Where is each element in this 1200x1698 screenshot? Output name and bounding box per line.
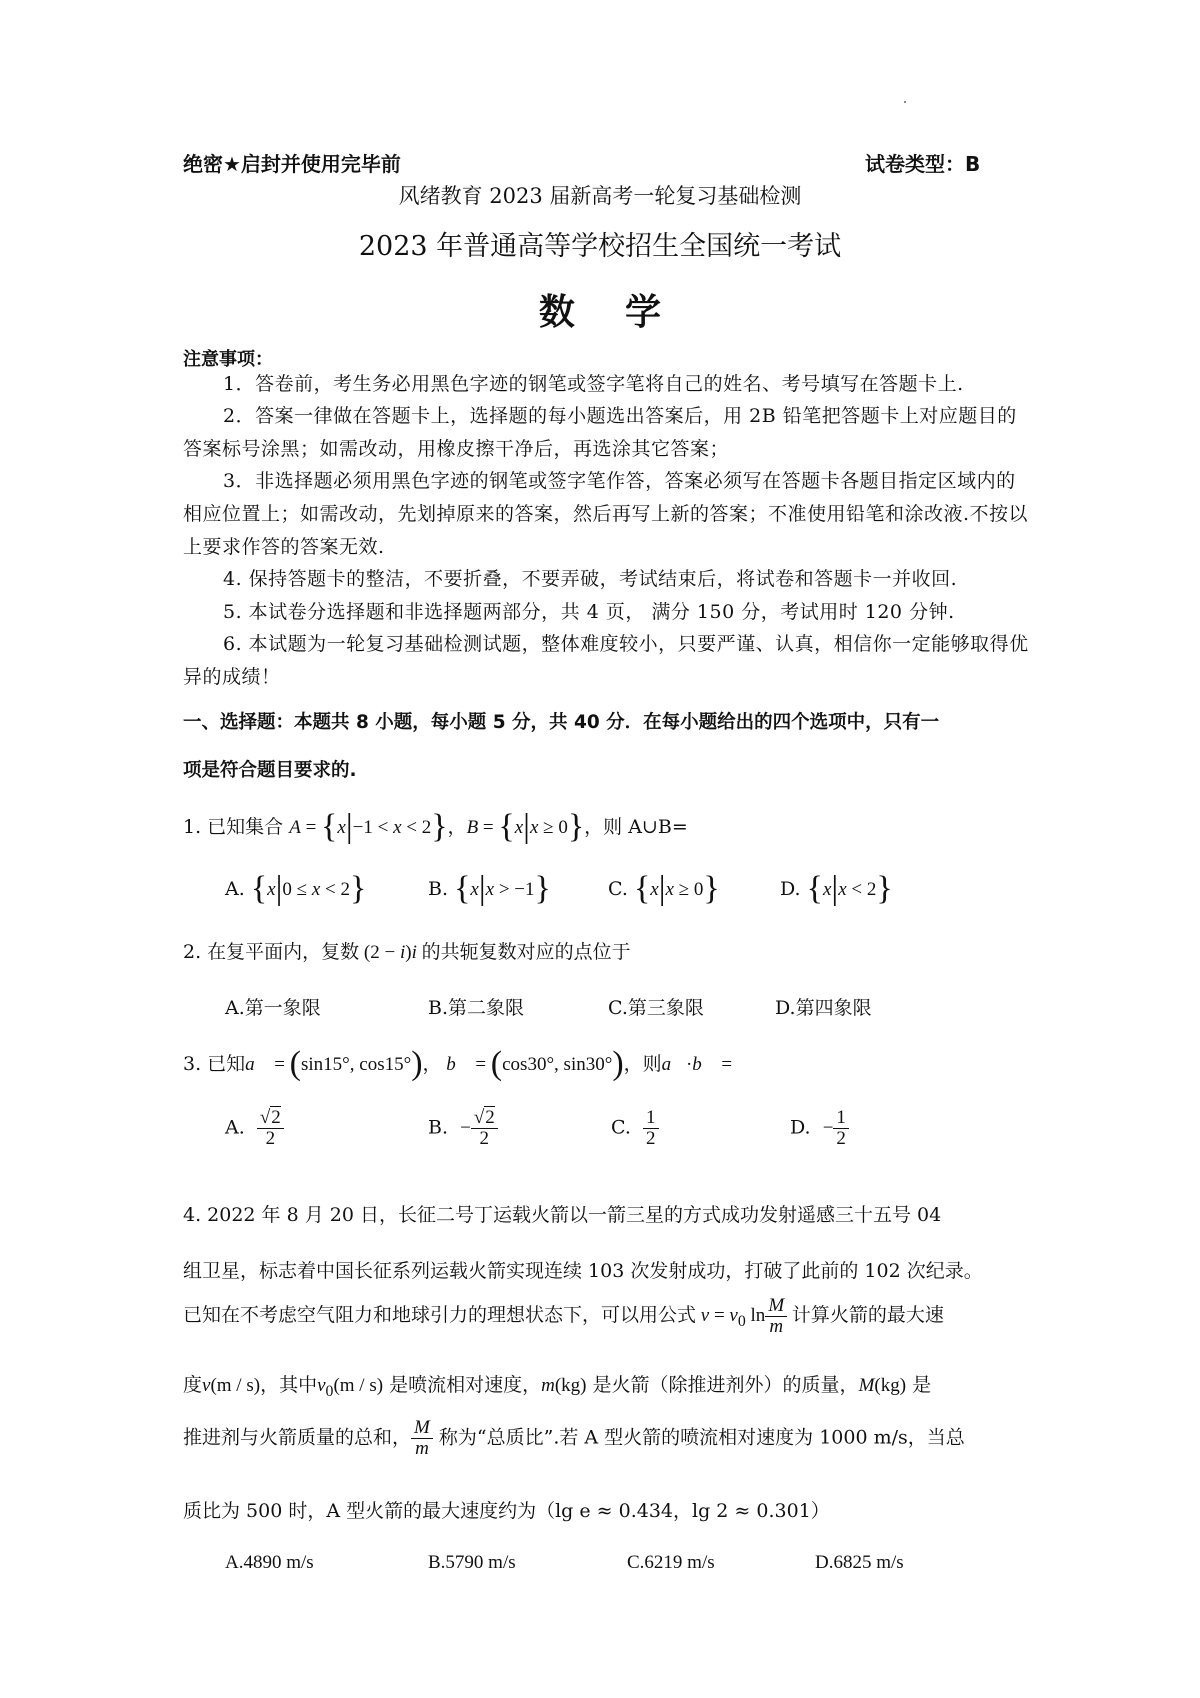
confidential-label: 绝密★启封并使用完毕前 <box>183 152 401 176</box>
q4-option-c: C.6219 m/s <box>627 1552 715 1573</box>
q4-line-6: 质比为 500 时，A 型火箭的最大速度约为（lg e ≈ 0.434，lg 2 ≈ 0.301） <box>183 1500 830 1522</box>
q2-option-c: C.第三象限 <box>608 997 704 1019</box>
q4-line-1: 4. 2022 年 8 月 20 日，长征二号丁运载火箭以一箭三星的方式成功发射遥感三十五号 04 <box>183 1204 942 1226</box>
q4-option-b: B.5790 m/s <box>428 1552 516 1573</box>
q3-vectors: a⃗ = (sin15°, cos15°)， b⃗ = (cos30°, sin30°) <box>245 1045 624 1082</box>
question-1 <box>183 808 688 846</box>
q4-option-d: D.6825 m/s <box>815 1552 904 1573</box>
q4-line-5: 推进剂与火箭质量的总和， $\frac{M}{m}$ 称为“总质比”.若 A 型火箭的喷流相对速度为 1000 m/s，当总 <box>183 1417 965 1459</box>
q1-option-d: D. {x|x < 2} <box>780 870 893 907</box>
q2-option-a: A.第一象限 <box>225 997 321 1019</box>
question-3: 3. 已知a⃗ = (sin15°, cos15°)， b⃗ = (cos30°, sin30°)，则a⃗·b⃗ = <box>183 1045 733 1082</box>
exam-title: 2023 年普通高等学校招生全国统一考试 <box>358 231 842 262</box>
q1-option-c: C. {x|x ≥ 0} <box>608 870 720 907</box>
q1-option-b: B. {x|x > −1} <box>428 870 551 907</box>
notes-heading: 注意事项： <box>183 349 273 370</box>
q3-option-b: B. − $\frac{√2}{2}$ <box>428 1108 498 1149</box>
scan-speck <box>904 101 906 103</box>
q4-line-2: 组卫星，标志着中国长征系列运载火箭实现连续 103 次发射成功，打破了此前的 102 次纪录。 <box>183 1260 983 1282</box>
section-heading-cont: 项是符合题目要求的. <box>183 760 357 781</box>
q3-option-c: C. $\frac{1}{2}$ <box>611 1108 659 1149</box>
note-item: 3．非选择题必须用黑色字迹的钢笔或签字笔作答，答案必须写在答题卡各题目指定区域内的相应位置上；如需改动，先划掉原来的答案，然后再写上新的答案；不准使用铅笔和涂改液.不按以上要求作答的答案无效. <box>183 470 1029 558</box>
mass-ratio: $\frac{M}{m}$ <box>411 1418 433 1459</box>
q3-option-a: A. $\frac{√2}{2}$ <box>225 1108 284 1149</box>
q4-line-4: 度v(m / s)，其中$v_0(m / s)$ 是喷流相对速度，m(kg) 是火箭（除推进剂外）的质量，M(kg) 是 <box>183 1374 932 1400</box>
organizer-line: 风绪教育 2023 届新高考一轮复习基础检测 <box>398 184 802 208</box>
note-item: 1．答卷前，考生务必用黑色字迹的钢笔或签字笔将自己的姓名、考号填写在答题卡上. <box>223 373 964 395</box>
note-item: 6. 本试题为一轮复习基础检测试题，整体难度较小，只要严谨、认真，相信你一定能够取得优异的成绩！ <box>183 633 1029 688</box>
q4-option-a: A.4890 m/s <box>225 1552 314 1573</box>
section-heading: 一、选择题：本题共 8 小题，每小题 5 分，共 40 分．在每小题给出的四个选项中，只有一 <box>183 712 940 733</box>
q1-option-a: A. {x|0 ≤ x < 2} <box>225 870 367 907</box>
note-item: 4. 保持答题卡的整洁，不要折叠，不要弄破，考试结束后，将试卷和答题卡一并收回. <box>223 568 958 590</box>
paper-type-label: 试卷类型：B <box>865 152 981 176</box>
question-2: 2. 在复平面内，复数 (2 − i)i 的共轭复数对应的点位于 <box>183 941 631 963</box>
q2-complex: (2 − i)i <box>359 942 417 963</box>
q1-tail: ，则 A∪B= <box>584 816 688 838</box>
q1-lead: 1. 已知集合 <box>183 816 290 838</box>
q2-option-b: B.第二象限 <box>428 997 525 1019</box>
q3-option-d: D. − $\frac{1}{2}$ <box>790 1108 849 1149</box>
rocket-formula: $v = v_0$ ln $\frac{M}{m}$ <box>696 1305 792 1326</box>
note-item: 5. 本试卷分选择题和非选择题两部分，共 4 页， 满分 150 分，考试用时 120 分钟. <box>223 601 955 623</box>
q1-set-a: A = {x|−1 < x < 2}，B = {x|x ≥ 0} <box>289 808 585 845</box>
q4-line-3: 已知在不考虑空气阻力和地球引力的理想状态下，可以用公式 $v = v_0$ ln $\frac{M}{m}$ 计算火箭的最大速 <box>183 1295 944 1337</box>
q2-option-d: D.第四象限 <box>775 997 872 1019</box>
note-item: 2．答案一律做在答题卡上，选择题的每小题选出答案后，用 2B 铅笔把答题卡上对应题目的答案标号涂黑；如需改动，用橡皮擦干净后，再选涂其它答案； <box>183 405 1017 460</box>
subject-title: 数 学 <box>538 292 662 333</box>
